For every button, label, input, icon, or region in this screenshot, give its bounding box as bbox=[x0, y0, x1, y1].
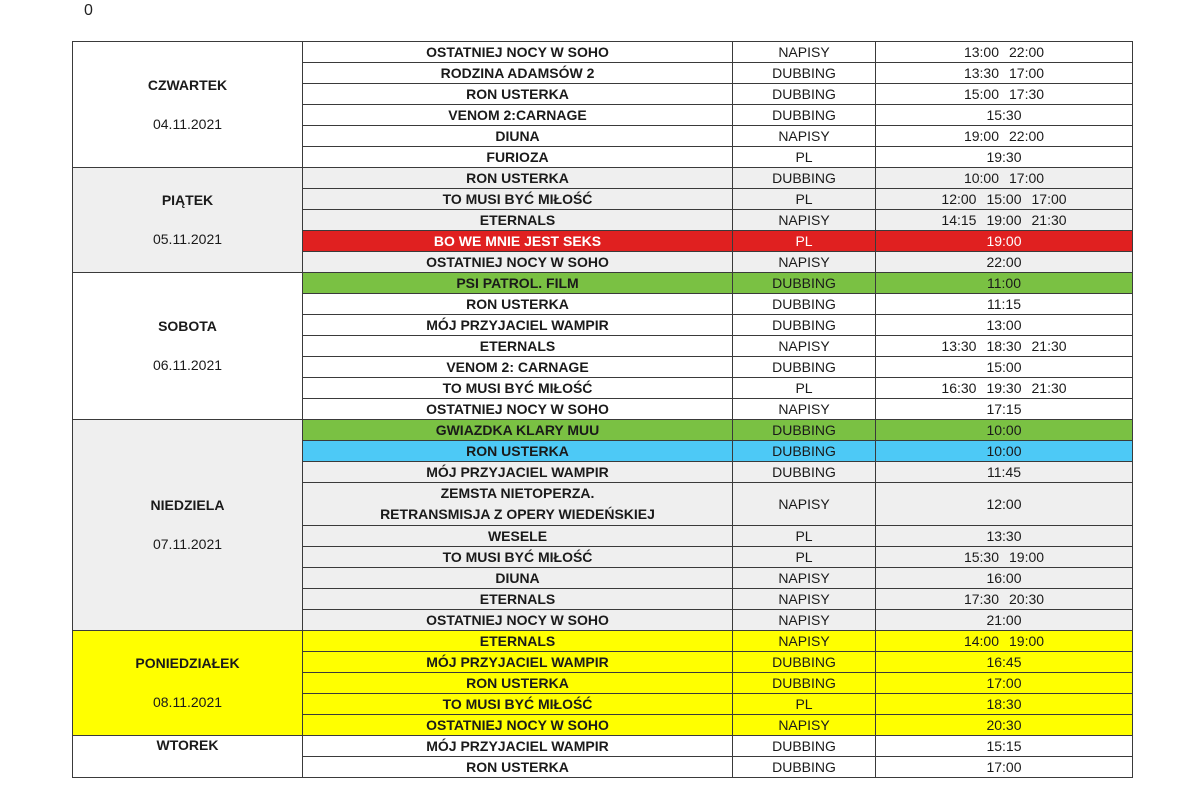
showtime: 17:00 bbox=[1031, 191, 1067, 207]
movie-version: DUBBING bbox=[733, 673, 876, 694]
movie-title bbox=[303, 315, 733, 336]
movie-title bbox=[303, 105, 733, 126]
movie-version: NAPISY bbox=[733, 42, 876, 63]
movie-title-line: ETERNALS bbox=[479, 591, 556, 607]
movie-version: DUBBING bbox=[733, 441, 876, 462]
movie-title-line: OSTATNIEJ NOCY W SOHO bbox=[426, 401, 609, 417]
showtime: 15:30 bbox=[986, 107, 1022, 123]
movie-title bbox=[303, 589, 733, 610]
movie-title-line: TO MUSI BYĆ MIŁOŚĆ bbox=[442, 696, 593, 712]
showtimes bbox=[876, 105, 1133, 126]
movie-title-line: WESELE bbox=[487, 528, 548, 544]
movie-version: PL bbox=[733, 147, 876, 168]
movie-version: DUBBING bbox=[733, 294, 876, 315]
movie-title bbox=[303, 126, 733, 147]
movie-title-line: RON USTERKA bbox=[466, 296, 569, 312]
movie-title bbox=[303, 736, 733, 757]
movie-version: DUBBING bbox=[733, 84, 876, 105]
showtimes bbox=[876, 378, 1133, 399]
showtime: 13:00 bbox=[986, 317, 1022, 333]
showtime: 14:00 bbox=[963, 633, 999, 649]
movie-version: NAPISY bbox=[733, 252, 876, 273]
showtime: 12:00 bbox=[941, 191, 977, 207]
movie-version: PL bbox=[733, 231, 876, 252]
movie-title bbox=[303, 631, 733, 652]
schedule-row bbox=[73, 420, 1133, 441]
day-cell bbox=[73, 420, 303, 631]
movie-title bbox=[303, 252, 733, 273]
movie-title-line: MÓJ PRZYJACIEL WAMPIR bbox=[426, 317, 609, 333]
movie-title bbox=[303, 547, 733, 568]
movie-version: NAPISY bbox=[733, 399, 876, 420]
showtime: 22:00 bbox=[1009, 44, 1045, 60]
movie-title-line: RON USTERKA bbox=[466, 759, 569, 775]
showtime: 21:00 bbox=[986, 612, 1022, 628]
movie-title-line: ETERNALS bbox=[479, 338, 556, 354]
movie-title bbox=[303, 273, 733, 294]
movie-version: DUBBING bbox=[733, 757, 876, 778]
movie-title bbox=[303, 357, 733, 378]
showtime: 19:30 bbox=[986, 380, 1022, 396]
showtimes bbox=[876, 126, 1133, 147]
day-date: 05.11.2021 bbox=[152, 231, 223, 247]
showtime: 10:00 bbox=[963, 170, 999, 186]
movie-title-line: BO WE MNIE JEST SEKS bbox=[433, 233, 602, 249]
movie-version: NAPISY bbox=[733, 336, 876, 357]
movie-title-line: DIUNA bbox=[495, 128, 540, 144]
showtime: 21:30 bbox=[1031, 338, 1067, 354]
showtime: 11:00 bbox=[987, 275, 1021, 291]
showtime: 17:15 bbox=[986, 401, 1022, 417]
showtimes bbox=[876, 273, 1133, 294]
movie-version: DUBBING bbox=[733, 420, 876, 441]
movie-version: PL bbox=[733, 526, 876, 547]
movie-version: NAPISY bbox=[733, 210, 876, 231]
movie-title bbox=[303, 294, 733, 315]
movie-version: NAPISY bbox=[733, 610, 876, 631]
movie-title-line: OSTATNIEJ NOCY W SOHO bbox=[426, 254, 609, 270]
showtimes bbox=[876, 673, 1133, 694]
showtime: 15:30 bbox=[963, 549, 999, 565]
showtimes bbox=[876, 420, 1133, 441]
showtimes bbox=[876, 715, 1133, 736]
movie-title bbox=[303, 757, 733, 778]
showtimes bbox=[876, 610, 1133, 631]
movie-title-line: OSTATNIEJ NOCY W SOHO bbox=[426, 717, 609, 733]
showtime: 15:00 bbox=[963, 86, 999, 102]
movie-title bbox=[303, 420, 733, 441]
showtimes bbox=[876, 231, 1133, 252]
movie-title-line: MÓJ PRZYJACIEL WAMPIR bbox=[426, 464, 609, 480]
movie-version: NAPISY bbox=[733, 589, 876, 610]
schedule-row bbox=[73, 42, 1133, 63]
showtimes bbox=[876, 757, 1133, 778]
movie-version: NAPISY bbox=[733, 715, 876, 736]
showtimes bbox=[876, 631, 1133, 652]
movie-title-line: MÓJ PRZYJACIEL WAMPIR bbox=[426, 654, 609, 670]
showtime: 15:00 bbox=[986, 191, 1022, 207]
schedule-row bbox=[73, 631, 1133, 652]
showtime: 16:30 bbox=[941, 380, 977, 396]
movie-title-line: RON USTERKA bbox=[466, 86, 569, 102]
day-cell bbox=[73, 168, 303, 273]
showtime: 19:00 bbox=[1009, 549, 1045, 565]
day-name: NIEDZIELA bbox=[150, 497, 225, 514]
showtime: 13:30 bbox=[986, 528, 1022, 544]
showtime: 18:30 bbox=[986, 696, 1022, 712]
movie-title-line: ZEMSTA NIETOPERZA. bbox=[440, 485, 595, 501]
movie-title bbox=[303, 610, 733, 631]
showtimes bbox=[876, 315, 1133, 336]
showtime: 15:15 bbox=[986, 738, 1022, 754]
showtime: 17:30 bbox=[1009, 86, 1045, 102]
day-name: CZWARTEK bbox=[147, 76, 228, 93]
showtimes bbox=[876, 336, 1133, 357]
movie-title-line: ETERNALS bbox=[479, 633, 556, 649]
showtime: 20:30 bbox=[986, 717, 1022, 733]
day-cell bbox=[73, 42, 303, 168]
movie-version: NAPISY bbox=[733, 126, 876, 147]
showtime: 10:00 bbox=[986, 443, 1022, 459]
movie-title-line: TO MUSI BYĆ MIŁOŚĆ bbox=[442, 380, 593, 396]
showtime: 22:00 bbox=[1009, 128, 1045, 144]
showtime: 13:30 bbox=[941, 338, 977, 354]
day-cell bbox=[73, 631, 303, 736]
movie-version: DUBBING bbox=[733, 315, 876, 336]
movie-title-line: RETRANSMISJA Z OPERY WIEDEŃSKIEJ bbox=[380, 506, 655, 522]
day-name: PIĄTEK bbox=[161, 192, 214, 209]
showtime: 17:00 bbox=[986, 675, 1022, 691]
showtime: 11:45 bbox=[987, 464, 1021, 480]
movie-title-line: TO MUSI BYĆ MIŁOŚĆ bbox=[442, 549, 593, 565]
movie-version: DUBBING bbox=[733, 357, 876, 378]
showtime: 21:30 bbox=[1031, 380, 1067, 396]
schedule-row bbox=[73, 273, 1133, 294]
movie-title bbox=[303, 483, 733, 526]
movie-version: PL bbox=[733, 694, 876, 715]
movie-title-line: ETERNALS bbox=[479, 212, 556, 228]
movie-version: PL bbox=[733, 547, 876, 568]
movie-title-line: GWIAZDKA KLARY MUU bbox=[435, 422, 600, 438]
showtime: 19:00 bbox=[1009, 633, 1045, 649]
showtime: 13:30 bbox=[963, 65, 999, 81]
movie-version: NAPISY bbox=[733, 483, 876, 526]
showtime: 17:00 bbox=[1009, 170, 1045, 186]
schedule-body bbox=[73, 42, 1133, 778]
showtimes bbox=[876, 441, 1133, 462]
showtimes bbox=[876, 694, 1133, 715]
showtimes bbox=[876, 462, 1133, 483]
movie-title-line: RON USTERKA bbox=[466, 675, 569, 691]
movie-title-line: RON USTERKA bbox=[466, 170, 569, 186]
showtime: 21:30 bbox=[1031, 212, 1067, 228]
movie-title-line: TO MUSI BYĆ MIŁOŚĆ bbox=[442, 191, 593, 207]
day-date: 04.11.2021 bbox=[152, 115, 223, 132]
movie-title bbox=[303, 336, 733, 357]
day-date: 06.11.2021 bbox=[152, 357, 223, 373]
movie-version: DUBBING bbox=[733, 652, 876, 673]
movie-title-line: FURIOZA bbox=[486, 149, 549, 165]
movie-version: PL bbox=[733, 189, 876, 210]
movie-title bbox=[303, 63, 733, 84]
movie-title bbox=[303, 399, 733, 420]
movie-title bbox=[303, 210, 733, 231]
schedule-row bbox=[73, 736, 1133, 757]
movie-title bbox=[303, 168, 733, 189]
movie-title bbox=[303, 378, 733, 399]
showtime: 16:45 bbox=[986, 654, 1022, 670]
showtimes bbox=[876, 526, 1133, 547]
movie-title-line: DIUNA bbox=[495, 570, 540, 586]
showtime: 11:15 bbox=[987, 296, 1021, 312]
movie-version: DUBBING bbox=[733, 63, 876, 84]
day-date: 07.11.2021 bbox=[152, 536, 223, 552]
movie-title-line: OSTATNIEJ NOCY W SOHO bbox=[426, 44, 609, 60]
day-name: SOBOTA bbox=[158, 318, 217, 335]
showtimes bbox=[876, 168, 1133, 189]
movie-title-line: RODZINA ADAMSÓW 2 bbox=[440, 65, 595, 81]
showtime: 14:15 bbox=[941, 212, 977, 228]
movie-title bbox=[303, 189, 733, 210]
showtime: 19:00 bbox=[986, 233, 1022, 249]
movie-title bbox=[303, 462, 733, 483]
movie-title-line: VENOM 2: CARNAGE bbox=[446, 359, 589, 375]
movie-title-line: VENOM 2:CARNAGE bbox=[448, 107, 587, 123]
showtime: 17:00 bbox=[986, 759, 1022, 775]
showtime: 17:30 bbox=[963, 591, 999, 607]
showtimes bbox=[876, 589, 1133, 610]
showtime: 10:00 bbox=[986, 422, 1022, 438]
showtimes bbox=[876, 63, 1133, 84]
showtime: 22:00 bbox=[986, 254, 1022, 270]
showtimes bbox=[876, 42, 1133, 63]
movie-title bbox=[303, 715, 733, 736]
day-name: WTOREK bbox=[156, 737, 219, 754]
page-number: 0 bbox=[84, 2, 93, 19]
showtime: 16:00 bbox=[986, 570, 1022, 586]
showtime: 15:00 bbox=[986, 359, 1022, 375]
movie-title bbox=[303, 84, 733, 105]
day-cell bbox=[73, 736, 303, 778]
showtimes bbox=[876, 357, 1133, 378]
showtimes bbox=[876, 568, 1133, 589]
movie-title bbox=[303, 526, 733, 547]
movie-title bbox=[303, 147, 733, 168]
showtimes bbox=[876, 736, 1133, 757]
movie-title-line: RON USTERKA bbox=[466, 443, 569, 459]
showtime: 19:00 bbox=[963, 128, 999, 144]
showtime: 18:30 bbox=[986, 338, 1022, 354]
movie-version: DUBBING bbox=[733, 168, 876, 189]
movie-version: NAPISY bbox=[733, 631, 876, 652]
showtime: 12:00 bbox=[986, 495, 1022, 512]
movie-title-line: OSTATNIEJ NOCY W SOHO bbox=[426, 612, 609, 628]
day-name: PONIEDZIAŁEK bbox=[135, 655, 240, 672]
showtimes bbox=[876, 147, 1133, 168]
movie-title-line: MÓJ PRZYJACIEL WAMPIR bbox=[426, 738, 609, 754]
movie-version: DUBBING bbox=[733, 105, 876, 126]
movie-title bbox=[303, 694, 733, 715]
showtimes bbox=[876, 252, 1133, 273]
showtimes bbox=[876, 84, 1133, 105]
day-date: 08.11.2021 bbox=[152, 694, 223, 710]
showtimes bbox=[876, 189, 1133, 210]
movie-version: PL bbox=[733, 378, 876, 399]
schedule-row bbox=[73, 168, 1133, 189]
movie-version: DUBBING bbox=[733, 736, 876, 757]
showtime: 13:00 bbox=[963, 44, 999, 60]
showtime: 20:30 bbox=[1009, 591, 1045, 607]
movie-title bbox=[303, 42, 733, 63]
showtime: 17:00 bbox=[1009, 65, 1045, 81]
showtime: 19:00 bbox=[986, 212, 1022, 228]
movie-version: DUBBING bbox=[733, 273, 876, 294]
day-cell bbox=[73, 273, 303, 420]
movie-title bbox=[303, 673, 733, 694]
showtime: 19:30 bbox=[986, 149, 1022, 165]
showtimes bbox=[876, 210, 1133, 231]
showtimes bbox=[876, 294, 1133, 315]
movie-title bbox=[303, 441, 733, 462]
movie-title bbox=[303, 231, 733, 252]
showtimes bbox=[876, 652, 1133, 673]
showtimes bbox=[876, 483, 1133, 526]
movie-title bbox=[303, 568, 733, 589]
movie-title bbox=[303, 652, 733, 673]
showtimes bbox=[876, 547, 1133, 568]
movie-version: NAPISY bbox=[733, 568, 876, 589]
schedule-table bbox=[72, 41, 1133, 778]
movie-version: DUBBING bbox=[733, 462, 876, 483]
movie-title-line: PSI PATROL. FILM bbox=[456, 275, 579, 291]
showtimes bbox=[876, 399, 1133, 420]
